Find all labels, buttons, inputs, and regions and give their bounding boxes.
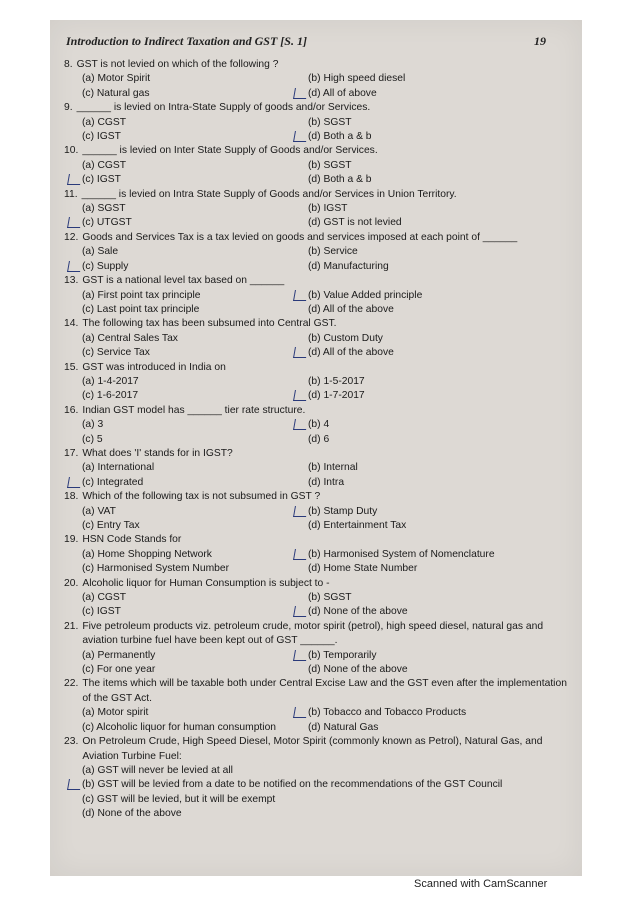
option-d [308, 721, 534, 735]
option-d [308, 346, 534, 360]
option-label: (a) 1-4-2017 [82, 375, 139, 387]
question-item [64, 735, 570, 821]
pen-tick-mark [293, 88, 308, 99]
question-text-row [64, 620, 570, 649]
question-text: What does 'I' stands for in IGST? [82, 447, 233, 459]
option-b [308, 245, 534, 259]
option-c [82, 433, 308, 447]
option-label: (b) GST will be levied from a date to be notified on the recommendations of the GST Council [82, 779, 503, 791]
question-text: GST is a national level tax based on ______ [82, 275, 285, 287]
question-item [64, 533, 570, 576]
option-a [82, 505, 308, 519]
pen-tick-mark [293, 131, 308, 142]
option-d [308, 216, 534, 230]
question-text: Which of the following tax is not subsumed in GST ? [82, 491, 321, 503]
option-label: (a) Home Shopping Network [82, 548, 212, 560]
pen-tick-mark [293, 549, 308, 560]
question-text-row [64, 533, 570, 547]
pen-tick-mark [67, 261, 82, 272]
option-c [82, 260, 308, 274]
option-b [308, 332, 534, 346]
question-text: Alcoholic liquor for Human Consumption is subject to - [82, 577, 330, 589]
pen-tick-mark [293, 290, 308, 301]
question-item [64, 274, 570, 317]
option-label: (b) 1-5-2017 [308, 375, 365, 387]
question-item [64, 677, 570, 735]
question-number: 8. [64, 59, 73, 70]
option-label: (a) Permanently [82, 649, 156, 661]
option-label: (b) High speed diesel [308, 73, 406, 85]
option-label: (c) Entry Tax [82, 520, 140, 531]
option-label: (c) Integrated [82, 476, 144, 488]
options-grid [64, 591, 570, 620]
option-label: (d) 6 [308, 433, 330, 445]
question-number: 23. [64, 736, 79, 748]
option-d [308, 519, 534, 533]
option-a [82, 159, 308, 173]
option-label: (b) Harmonised System of Nomenclature [308, 548, 495, 560]
options-grid [64, 649, 570, 678]
page-number: 19 [534, 34, 546, 48]
question-text: ______ is levied on Intra State Supply of Goods and/or Services in Union Territory. [81, 188, 457, 200]
option-label: (d) None of the above [82, 808, 182, 820]
pen-tick-mark [293, 707, 308, 718]
option-b [308, 116, 534, 130]
option-a [82, 375, 308, 389]
question-text: ______ is levied on Intra-State Supply of goods and/or Services. [76, 102, 371, 114]
option-label: (a) Motor Spirit [82, 73, 151, 85]
question-text-row [64, 144, 570, 158]
question-item [64, 620, 570, 678]
option-d [308, 389, 534, 403]
option-c [82, 605, 308, 619]
question-item [64, 101, 570, 144]
option-c [82, 476, 308, 490]
option-c [82, 389, 308, 403]
option-label: (c) For one year [82, 664, 156, 676]
options-grid [64, 116, 570, 145]
option-a [82, 548, 308, 562]
option-b [308, 706, 534, 720]
pen-tick-mark [293, 606, 308, 617]
options-grid [64, 332, 570, 361]
option-label: (c) Service Tax [82, 347, 150, 359]
option-label: (b) Value Added principle [308, 289, 423, 301]
options-grid [64, 289, 570, 318]
question-number: 19. [64, 534, 79, 546]
option-c [82, 87, 308, 101]
option-label: (c) UTGST [82, 217, 132, 229]
question-text: Goods and Services Tax is a tax levied on goods and services imposed at each point of ______ [82, 231, 518, 243]
question-text: Five petroleum products viz. petroleum crude, motor spirit (petrol), high speed diesel, natural gas and aviation turbine fuel have been kept out of GST ______. [82, 620, 544, 647]
question-text: On Petroleum Crude, High Speed Diesel, Motor Spirit (commonly known as Petrol), Natural Gas, and Aviation Turbine Fuel: [82, 736, 543, 762]
question-number: 22. [64, 678, 79, 690]
option-b [308, 461, 534, 475]
option-b [308, 591, 534, 605]
question-list [64, 58, 570, 822]
options-grid [64, 461, 570, 490]
question-number: 18. [64, 491, 79, 503]
option-d [308, 260, 534, 274]
option-b [308, 418, 534, 432]
question-item [64, 490, 570, 533]
option-label: (a) GST will never be levied at all [82, 764, 233, 776]
option-b [308, 289, 534, 303]
pen-tick-mark [293, 506, 308, 517]
option-label: (c) Natural gas [82, 87, 150, 99]
option-label: (d) GST is not levied [308, 217, 402, 229]
option-label: (b) Temporarily [308, 649, 377, 661]
option-d [308, 605, 534, 619]
option-label: (c) IGST [82, 131, 121, 143]
option-c [82, 721, 308, 735]
options-grid [64, 505, 570, 534]
option-label: (a) Sale [82, 246, 119, 258]
option-label: (d) None of the above [308, 664, 408, 676]
option-label: (c) Supply [82, 260, 129, 272]
options-grid [64, 159, 570, 188]
option-d [308, 433, 534, 447]
page-title: Introduction to Indirect Taxation and GST [S. 1] [66, 34, 307, 48]
option-a [82, 764, 562, 778]
option-a [82, 649, 308, 663]
question-text-row [64, 317, 570, 331]
option-label: (b) SGST [308, 592, 352, 604]
option-b [308, 72, 534, 86]
option-d [82, 807, 562, 821]
question-item [64, 447, 570, 490]
question-text-row [64, 188, 570, 202]
option-label: (d) All of the above [308, 347, 394, 359]
question-text: GST was introduced in India on [82, 361, 226, 373]
options-grid [64, 706, 570, 735]
options-grid [64, 764, 570, 822]
option-c [82, 519, 308, 533]
option-c [82, 663, 308, 677]
option-b [308, 375, 534, 389]
option-d [308, 173, 534, 187]
question-text-row [64, 735, 570, 764]
option-label: (d) Both a & b [308, 174, 372, 186]
option-b [308, 649, 534, 663]
options-grid [64, 245, 570, 274]
question-item [64, 231, 570, 274]
question-text-row [64, 447, 570, 461]
option-b [308, 202, 534, 216]
option-label: (b) Tobacco and Tobacco Products [308, 707, 467, 719]
option-c [82, 216, 308, 230]
pen-tick-mark [67, 477, 82, 488]
question-text-row [64, 231, 570, 245]
question-number: 20. [64, 577, 79, 589]
option-a [82, 418, 308, 432]
question-text-row [64, 274, 570, 288]
question-number: 16. [64, 404, 79, 416]
question-item [64, 188, 570, 231]
option-a [82, 289, 308, 303]
option-d [308, 87, 534, 101]
question-text: GST is not levied on which of the following ? [76, 59, 279, 70]
question-number: 12. [64, 231, 79, 243]
page-header [66, 34, 546, 54]
option-c [82, 562, 308, 576]
option-d [308, 663, 534, 677]
option-a [82, 72, 308, 86]
option-label: (d) Home State Number [308, 563, 418, 575]
option-d [308, 130, 534, 144]
question-text: HSN Code Stands for [82, 534, 182, 546]
option-a [82, 461, 308, 475]
option-b [82, 778, 562, 792]
question-item [64, 361, 570, 404]
question-number: 13. [64, 275, 79, 287]
pen-tick-mark [67, 217, 82, 228]
option-label: (b) SGST [308, 159, 352, 171]
question-text-row [64, 677, 570, 706]
options-grid [64, 72, 570, 101]
pen-tick-mark [67, 174, 82, 185]
option-c [82, 173, 308, 187]
question-text-row [64, 577, 570, 591]
option-c [82, 303, 308, 317]
option-b [308, 159, 534, 173]
option-label: (a) International [82, 462, 155, 474]
option-label: (a) Motor spirit [82, 707, 149, 719]
option-label: (c) GST will be levied, but it will be exempt [82, 793, 276, 805]
option-a [82, 591, 308, 605]
question-number: 21. [64, 620, 79, 632]
option-label: (c) 5 [82, 433, 103, 445]
question-item [64, 317, 570, 360]
option-a [82, 245, 308, 259]
option-label: (c) 1-6-2017 [82, 390, 139, 402]
question-number: 14. [64, 318, 79, 330]
option-label: (b) IGST [308, 203, 348, 215]
option-label: (d) 1-7-2017 [308, 390, 365, 402]
question-item [64, 144, 570, 187]
option-label: (a) CGST [82, 159, 127, 171]
option-label: (b) 4 [308, 419, 330, 431]
option-c [82, 346, 308, 360]
options-grid [64, 202, 570, 231]
option-a [82, 706, 308, 720]
question-text-row [64, 490, 570, 504]
question-text: The items which will be taxable both under Central Excise Law and the GST even after the implementation of the GST Act. [82, 678, 567, 704]
question-item [64, 404, 570, 447]
option-label: (d) Manufacturing [308, 260, 389, 272]
options-grid [64, 418, 570, 447]
option-label: (a) SGST [82, 203, 126, 215]
pen-tick-mark [293, 347, 308, 358]
option-label: (a) VAT [82, 505, 116, 517]
question-number: 15. [64, 361, 79, 373]
option-label: (a) 3 [82, 419, 104, 431]
option-label: (b) Service [308, 246, 358, 258]
option-d [308, 476, 534, 490]
question-number: 11. [64, 188, 78, 200]
option-c [82, 130, 308, 144]
option-label: (a) CGST [82, 592, 127, 604]
pen-tick-mark [293, 390, 308, 401]
question-number: 9. [64, 102, 73, 114]
question-text: ______ is levied on Inter State Supply of Goods and/or Services. [82, 145, 378, 157]
option-d [308, 303, 534, 317]
options-grid [64, 375, 570, 404]
option-d [308, 562, 534, 576]
option-label: (b) SGST [308, 116, 352, 128]
question-text: Indian GST model has ______ tier rate structure. [82, 404, 306, 416]
options-grid [64, 548, 570, 577]
option-label: (a) First point tax principle [82, 289, 201, 301]
option-a [82, 332, 308, 346]
option-b [308, 548, 534, 562]
option-a [82, 116, 308, 130]
pen-tick-mark [67, 779, 82, 790]
question-text-row [64, 58, 570, 72]
option-b [308, 505, 534, 519]
pen-tick-mark [293, 419, 308, 430]
question-item [64, 58, 570, 101]
camscanner-watermark: Scanned with CamScanner [414, 878, 548, 890]
question-item [64, 577, 570, 620]
question-text-row [64, 404, 570, 418]
option-c [82, 793, 562, 807]
option-label: (d) None of the above [308, 606, 408, 618]
question-number: 17. [64, 447, 79, 459]
option-label: (b) Stamp Duty [308, 505, 378, 517]
option-label: (c) IGST [82, 174, 121, 186]
option-label: (d) Entertainment Tax [308, 520, 407, 531]
option-label: (c) IGST [82, 606, 121, 618]
option-label: (a) Central Sales Tax [82, 332, 178, 344]
option-label: (c) Harmonised System Number [82, 563, 230, 575]
option-label: (c) Last point tax principle [82, 303, 200, 315]
question-number: 10. [64, 145, 79, 157]
option-label: (a) CGST [82, 116, 127, 128]
pen-tick-mark [293, 650, 308, 661]
option-label: (b) Custom Duty [308, 332, 383, 344]
option-label: (b) Internal [308, 462, 358, 474]
question-text-row [64, 101, 570, 115]
option-label: (d) All of above [308, 87, 377, 99]
option-a [82, 202, 308, 216]
option-label: (d) Intra [308, 476, 345, 488]
question-text-row [64, 361, 570, 375]
option-label: (d) All of the above [308, 303, 394, 315]
option-label: (d) Natural Gas [308, 721, 379, 733]
question-text: The following tax has been subsumed into Central GST. [82, 318, 337, 330]
option-label: (d) Both a & b [308, 131, 372, 143]
option-label: (c) Alcoholic liquor for human consumption [82, 721, 277, 733]
